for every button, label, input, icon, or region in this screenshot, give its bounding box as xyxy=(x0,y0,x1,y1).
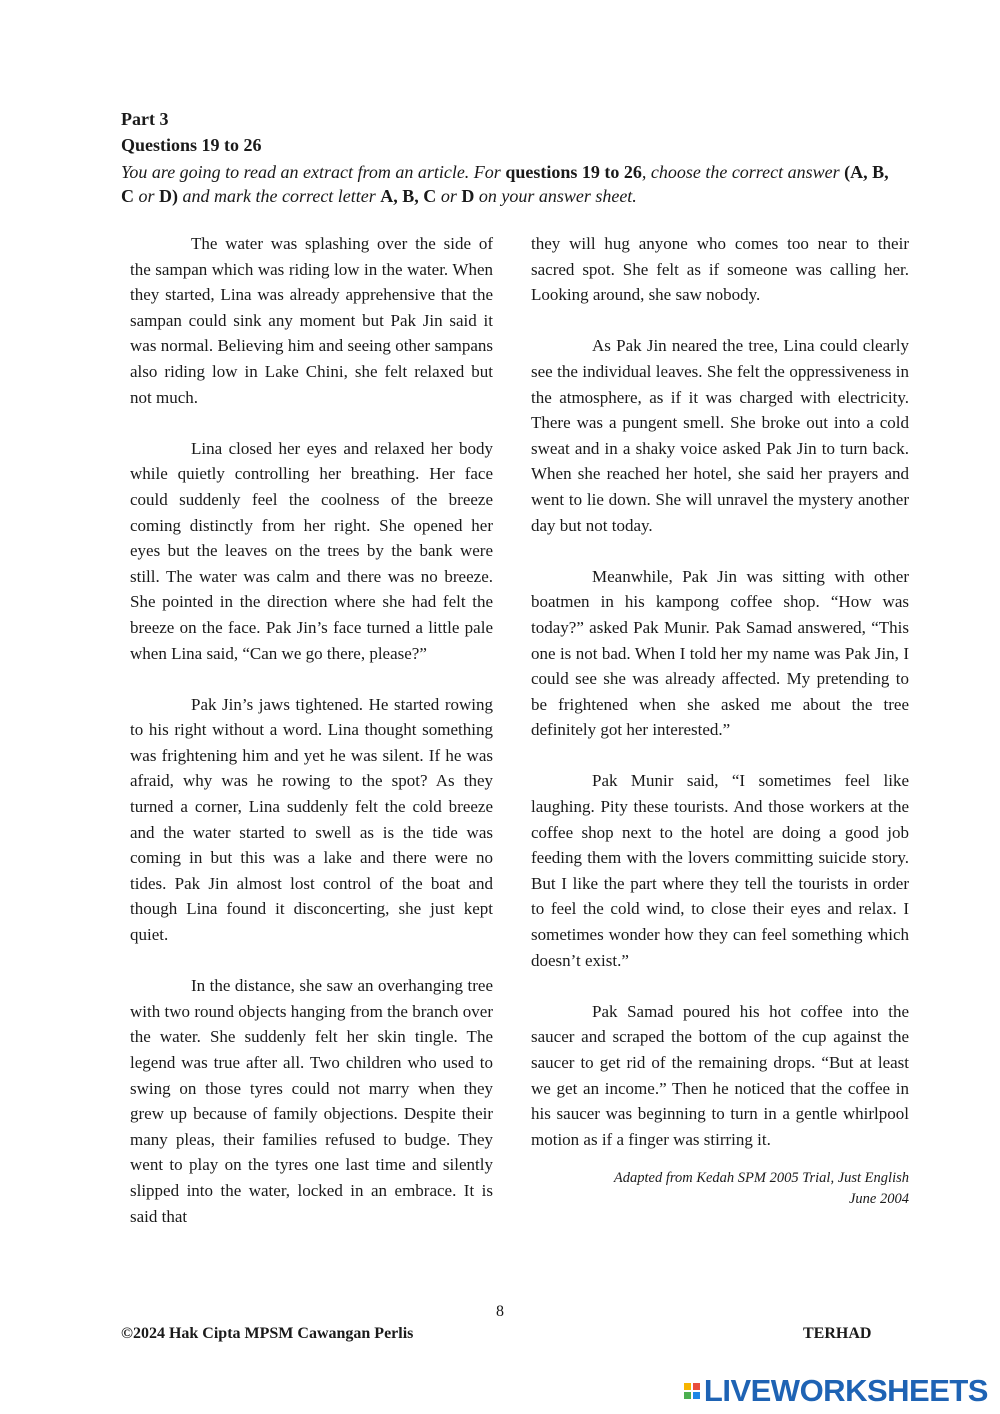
article-paragraph: In the distance, she saw an overhanging tree with two round objects hanging from the branch over the water. She suddenly felt her skin tingle. The legend was true after all. Two children who used to swing on those tyres could not marry when they grew up because of family objections. Despite their many pleas, their families refused to budge. They went to play on the tyres one last time and silently slipped into the water, locked in an embrace. It is said that xyxy=(130,976,493,1226)
instruction-segment: or xyxy=(134,186,160,206)
question-header xyxy=(121,106,891,208)
article-paragraph: Pak Samad poured his hot coffee into the saucer and scraped the bottom of the cup against the saucer to get rid of the remaining drops. “But at least we get an income.” Then he noticed that the coffee in his saucer was beginning to turn in a gentle whirlpool motion as if a finger was stirring it. xyxy=(531,1001,909,1149)
article-right-column xyxy=(531,231,909,1210)
instruction-segment: D) xyxy=(159,186,179,206)
instruction-segment: , choose the correct answer xyxy=(641,162,845,182)
instruction-segment: D xyxy=(461,186,475,206)
source-line: June 2004 xyxy=(849,1190,909,1207)
instructions xyxy=(121,160,891,208)
article-paragraph: Pak Munir said, “I sometimes feel like laughing. Pity these tourists. And those workers at the coffee shop next to the hotel are doing a good job feeding them with the lovers committing suicide story. But I like the part where they tell the tourists in order to feel the cold wind, to close their eyes and relax. I sometimes wonder how they can feel something which doesn’t exist.” xyxy=(531,771,909,970)
logo-text: LIVEWORKSHEETS xyxy=(703,1373,988,1408)
article-paragraph: Pak Jin’s jaws tightened. He started rowing to his right without a word. Lina thought something was frightening him and yet he was silent. If he was afraid, why was he rowing to the spot? As they turned a corner, Lina suddenly felt the cold breeze and the water started to swell as is the tide was coming in but this was a lake and there were no tides. Pak Jin almost lost control of the boat and though Lina found it disconcerting, she just kept quiet. xyxy=(130,694,493,945)
article-paragraph-continued: they will hug anyone who comes too near to their sacred spot. She felt as if someone was calling her. Looking around, she saw nobody. xyxy=(531,234,909,305)
copyright-notice: ©2024 Hak Cipta MPSM Cawangan Perlis xyxy=(121,1325,414,1342)
article-paragraph: The water was splashing over the side of the sampan which was riding low in the water. When they started, Lina was already apprehensive that the sampan could sink any moment but Pak Jin said it was normal. Believing him and seeing other sampans also riding low in Lake Chini, she felt relaxed but not much. xyxy=(130,234,493,407)
liveworksheets-logo[interactable] xyxy=(684,1373,988,1408)
logo-grid-icon xyxy=(684,1383,700,1399)
logo-square xyxy=(684,1392,691,1399)
page-number: 8 xyxy=(496,1303,504,1320)
article-paragraph: As Pak Jin neared the tree, Lina could clearly see the individual leaves. She felt the oppressiveness in the atmosphere, as if it was charged with electricity. There was a pungent smell. She broke out into a cold sweat and in a shaky voice asked Pak Jin to turn back. When she reached her hotel, she said her prayers and went to lie down. She will unravel the mystery another day but not today. xyxy=(531,336,909,535)
source-line: Adapted from Kedah SPM 2005 Trial, Just English xyxy=(613,1169,909,1186)
article-left-column xyxy=(130,231,493,1255)
questions-range: Questions 19 to 26 xyxy=(121,135,262,155)
instruction-segment: or xyxy=(436,186,462,206)
instruction-segment: questions 19 to 26 xyxy=(505,162,642,182)
classification-label: TERHAD xyxy=(803,1325,872,1342)
logo-square xyxy=(693,1383,700,1390)
instruction-segment: You are going to read an extract from an article. For xyxy=(121,162,506,182)
part-title: Part 3 xyxy=(121,109,169,129)
article-paragraph: Lina closed her eyes and relaxed her body while quietly controlling her breathing. Her face could suddenly feel the coolness of the breeze coming distinctly from her right. She opened her eyes but the leaves on the trees by the bank were still. The water was calm and there was no breeze. She pointed in the direction where she had felt the breeze on the face. Pak Jin’s face turned a little pale when Lina said, “Can we go there, please?” xyxy=(130,438,493,663)
article-paragraph: Meanwhile, Pak Jin was sitting with other boatmen in his kampong coffee shop. “How was today?” asked Pak Munir. Pak Samad answered, “This one is not bad. When I told her my name was Pak Jin, I could see she was already affected. My pretending to be frightened when she asked me about the tree definitely got her interested.” xyxy=(531,566,909,740)
instruction-segment: and mark the correct letter xyxy=(178,186,381,206)
logo-square xyxy=(693,1392,700,1399)
instruction-segment: A, B, C xyxy=(380,186,437,206)
article-source xyxy=(531,1168,909,1210)
logo-square xyxy=(684,1383,691,1390)
instruction-segment: (A, B, C xyxy=(121,162,889,206)
instruction-segment: on your answer sheet. xyxy=(474,186,637,206)
